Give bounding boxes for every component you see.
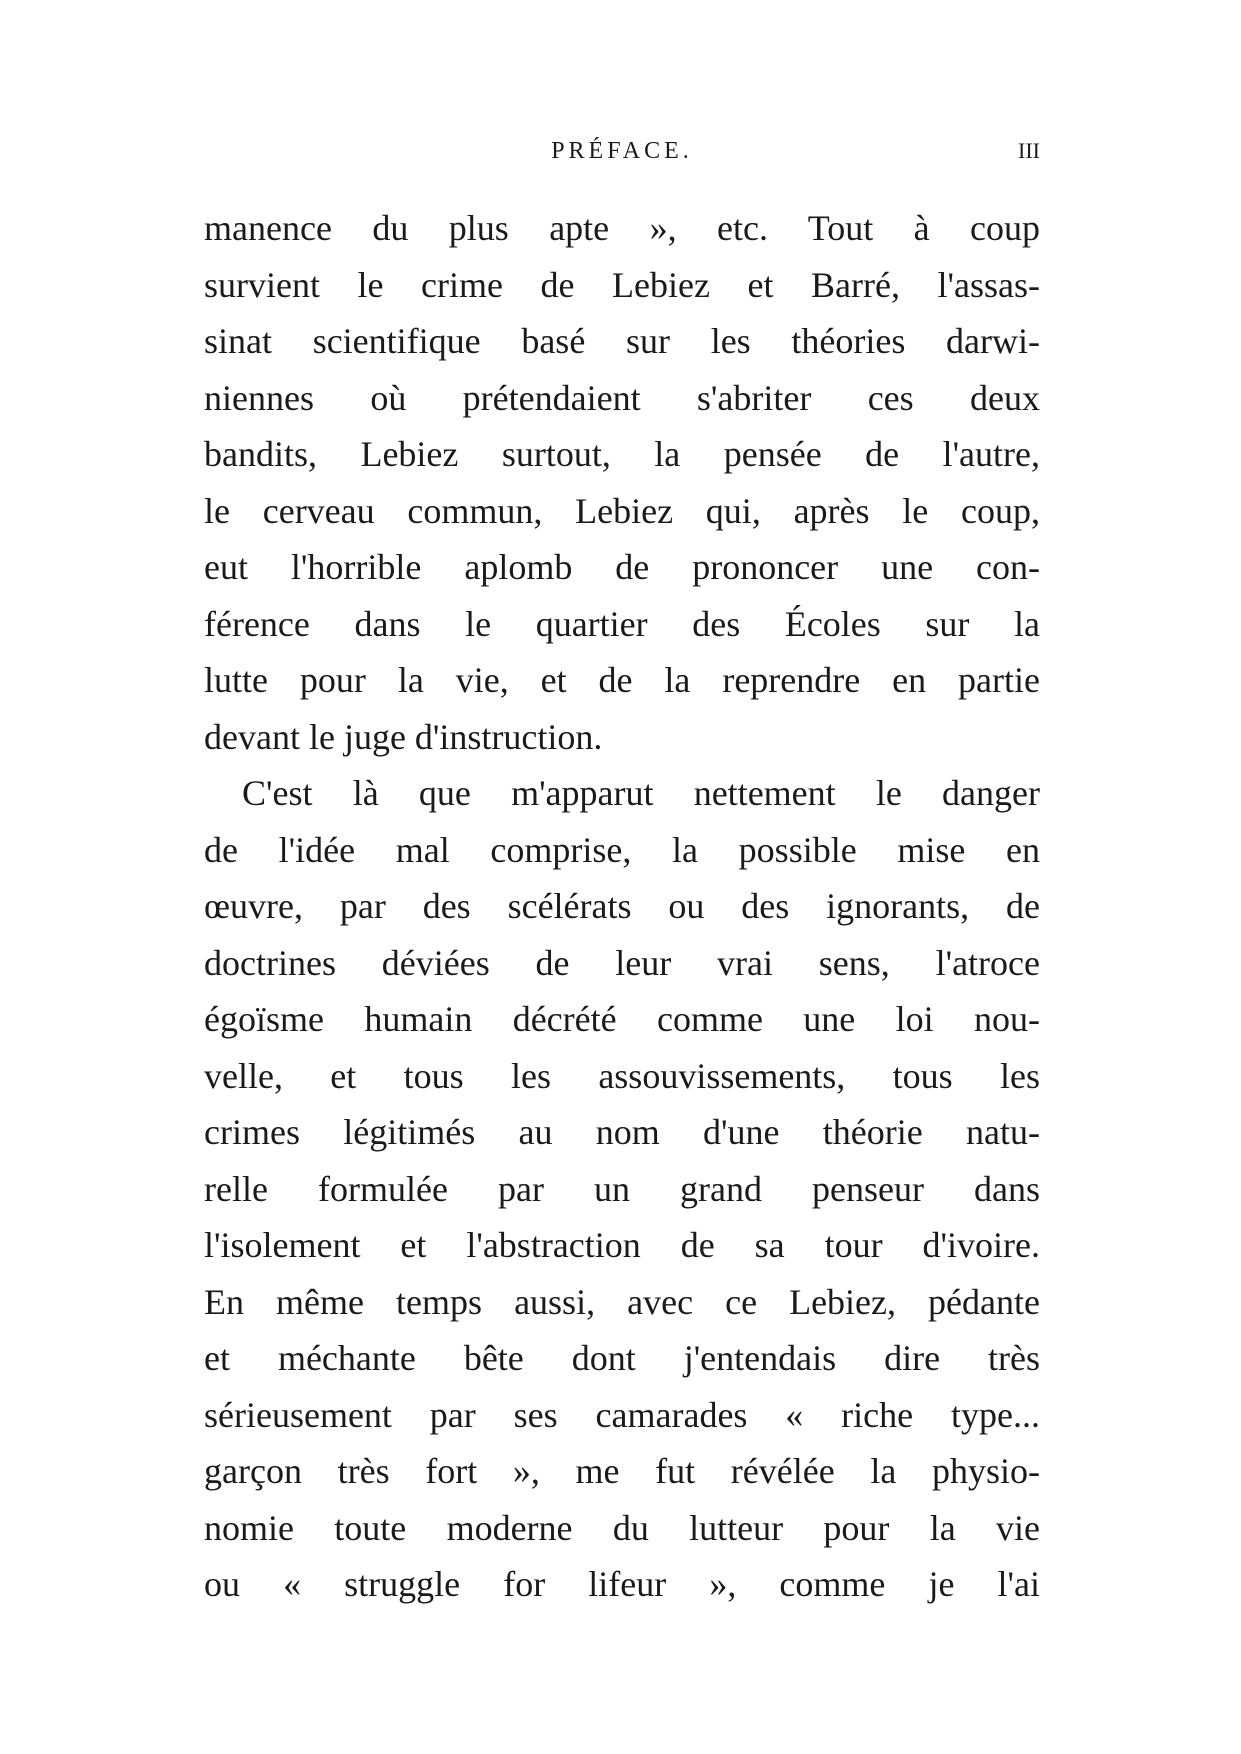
text-line: eut l'horrible aplomb de prononcer une con-: [204, 547, 1040, 587]
text-line: le cerveau commun, Lebiez qui, après le coup,: [204, 490, 1040, 531]
text-line: de l'idée mal comprise, la possible mise en: [204, 829, 1040, 870]
text-line: manence du plus apte », etc. Tout à coup: [204, 208, 1040, 248]
paragraph-end-line: devant le juge d'instruction.: [204, 716, 603, 757]
running-title: PRÉFACE.: [551, 138, 693, 164]
text-line: niennes où prétendaient s'abriter ces deux: [204, 377, 1040, 418]
text-line: nomie toute moderne du lutteur pour la vie: [204, 1507, 1040, 1548]
text-line: doctrines déviées de leur vrai sens, l'atroce: [204, 942, 1040, 983]
text-line: sérieusement par ses camarades « riche type...: [204, 1394, 1040, 1435]
text-line: survient le crime de Lebiez et Barré, l'assas-: [204, 264, 1040, 305]
text-line: ou « struggle for lifeur », comme je l'ai: [204, 1564, 1040, 1604]
text-line: l'isolement et l'abstraction de sa tour d'ivoire.: [204, 1225, 1040, 1265]
text-line: crimes légitimés au nom d'une théorie natu-: [204, 1112, 1040, 1152]
text-line: bandits, Lebiez surtout, la pensée de l'autre,: [204, 434, 1040, 474]
text-line: œuvre, par des scélérats ou des ignorants, de: [204, 886, 1040, 926]
text-line: égoïsme humain décrété comme une loi nou-: [204, 999, 1040, 1039]
paragraph-start-line: C'est là que m'apparut nettement le danger: [242, 773, 1040, 813]
text-line: et méchante bête dont j'entendais dire très: [204, 1338, 1040, 1378]
text-line: relle formulée par un grand penseur dans: [204, 1168, 1040, 1209]
text-line: velle, et tous les assouvissements, tous les: [204, 1055, 1040, 1096]
body-text: [204, 200, 1040, 1613]
text-line: lutte pour la vie, et de la reprendre en partie: [204, 660, 1040, 700]
text-line: sinat scientifique basé sur les théories darwi-: [204, 321, 1040, 361]
text-line: garçon très fort », me fut révélée la physio-: [204, 1451, 1040, 1491]
text-line: férence dans le quartier des Écoles sur la: [204, 603, 1040, 644]
running-head: [204, 138, 1040, 178]
text-line: En même temps aussi, avec ce Lebiez, pédante: [204, 1281, 1040, 1322]
page-number: III: [1018, 138, 1040, 163]
